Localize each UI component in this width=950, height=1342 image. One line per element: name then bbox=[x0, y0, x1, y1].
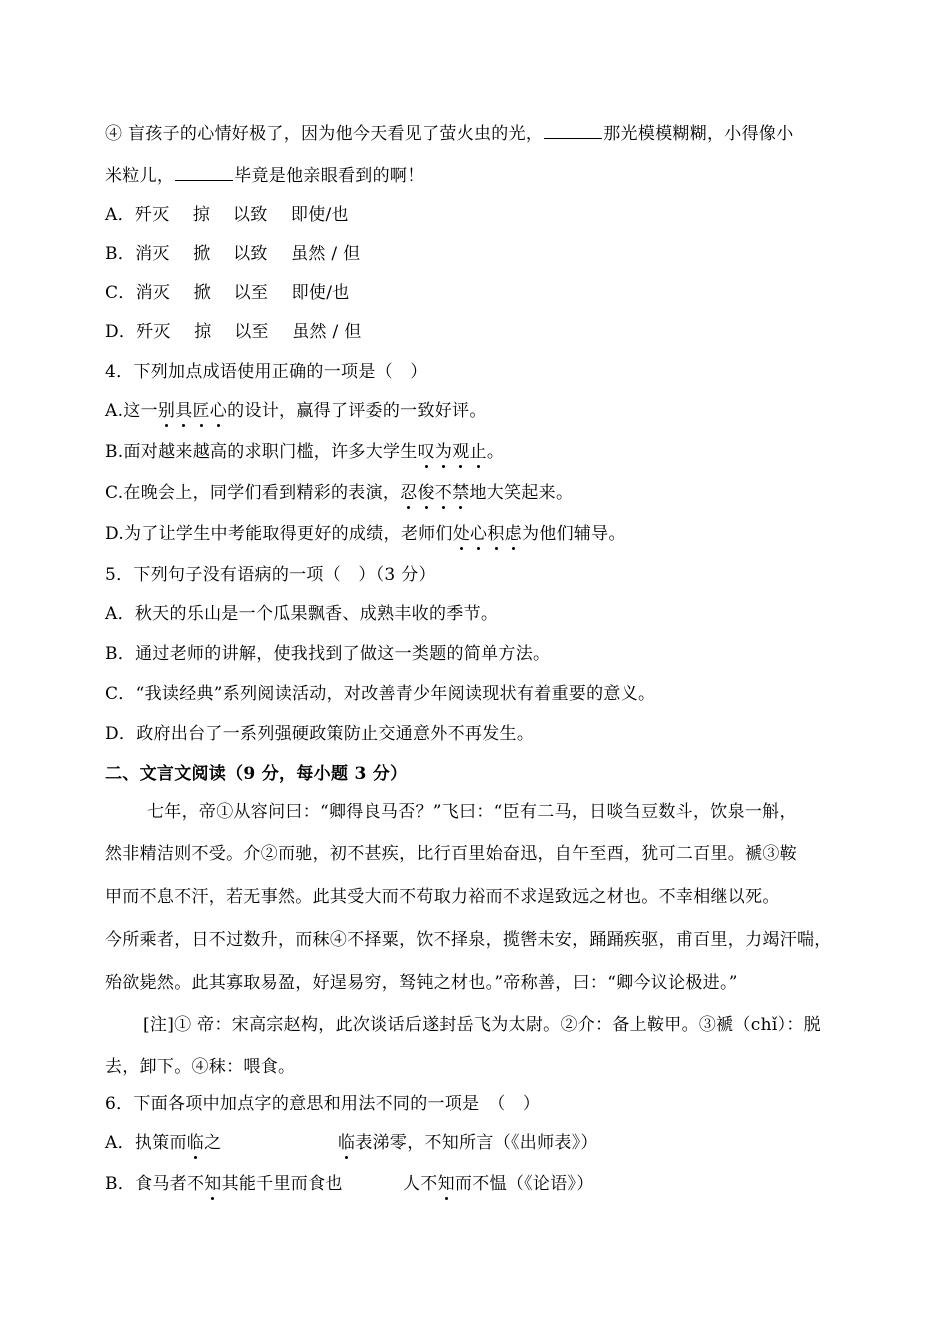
dotted-char: 止 bbox=[469, 442, 487, 462]
option-word-2: 掠 bbox=[194, 322, 212, 342]
option-word-3: 以致 bbox=[232, 205, 268, 225]
option-letter: B． bbox=[105, 244, 136, 264]
dotted-char: 禁 bbox=[452, 483, 470, 503]
dotted-char: 别 bbox=[157, 401, 176, 421]
q3-option-d[interactable] bbox=[105, 320, 362, 344]
q3-item4-text-b: 那光模模糊糊，小得像小 bbox=[603, 124, 794, 144]
option-text: A.这一 bbox=[105, 401, 158, 421]
option-text: 之 bbox=[204, 1133, 222, 1153]
option-word-3: 以至 bbox=[234, 322, 269, 342]
option-text: D.为了让学生中考能取得更好的成绩，老师们 bbox=[105, 524, 453, 544]
passage-line-4: 今所乘者，日不过数升，而秣④不择粟，饮不择泉，揽辔未安，踊踊疾驱，甫百里，力竭汗喘， bbox=[105, 930, 832, 950]
q4-option-c[interactable] bbox=[105, 481, 573, 505]
q3-option-b[interactable] bbox=[105, 242, 360, 266]
option-letter: A． bbox=[105, 205, 135, 225]
option-text: 。 bbox=[486, 442, 505, 462]
passage-line-3: 甲而不息不汗，若无事然。此其受大而不苟取力裕而不求逞致远之材也。不幸相继以死。 bbox=[105, 887, 780, 907]
dotted-char: 不 bbox=[434, 483, 453, 503]
option-word-2: 掀 bbox=[193, 244, 211, 264]
dotted-char: 俊 bbox=[417, 483, 435, 503]
q6-option-b-compare bbox=[403, 1172, 594, 1196]
option-word-1: 消灭 bbox=[135, 244, 170, 264]
dotted-char: 临 bbox=[186, 1133, 205, 1153]
q3-item4-text-a: ④ 盲孩子的心情好极了，因为他今天看见了萤火虫的光， bbox=[105, 124, 544, 144]
q5-stem: 5．下列句子没有语病的一项（ ）（3 分） bbox=[105, 565, 436, 585]
q4-option-d[interactable] bbox=[105, 522, 626, 546]
option-word-3: 以致 bbox=[233, 244, 268, 264]
q4-option-b[interactable] bbox=[105, 440, 504, 464]
passage-line-1: 七年，帝①从容问曰：“卿得良马否？”飞曰：“臣有二马，日啖刍豆数斗，饮泉一斛， bbox=[147, 802, 797, 822]
fill-blank-2[interactable] bbox=[175, 164, 233, 181]
fill-blank-1[interactable] bbox=[544, 122, 602, 139]
q6-option-b[interactable] bbox=[105, 1172, 343, 1196]
q3-option-a[interactable] bbox=[105, 203, 349, 227]
option-text: A．执策而 bbox=[105, 1133, 187, 1153]
note-line-1: [注]① 帝：宋高宗赵构，此次谈话后遂封岳飞为太尉。②介：备上鞍甲。③褫（chǐ）：脱 bbox=[143, 1015, 821, 1035]
option-word-1: 歼灭 bbox=[136, 322, 171, 342]
passage-line-5: 殆欲毙然。此其寡取易盈，好逞易穷，驽钝之材也。”帝称善，曰：“卿今议论极进。” bbox=[105, 973, 738, 993]
option-text: C.在晚会上，同学们看到精彩的表演， bbox=[105, 483, 401, 503]
dotted-char: 观 bbox=[452, 442, 470, 462]
option-text: B．食马者不 bbox=[105, 1174, 205, 1194]
dotted-char: 知 bbox=[204, 1174, 222, 1194]
dotted-char: 叹 bbox=[417, 442, 435, 462]
option-word-4: 即使/也 bbox=[291, 283, 350, 303]
section-heading: 二、文言文阅读（9 分，每小题 3 分） bbox=[105, 764, 408, 784]
q5-option-b[interactable]: B．通过老师的讲解，使我找到了做这一类题的简单方法。 bbox=[105, 644, 551, 664]
q3-item4-line1 bbox=[105, 122, 794, 146]
dotted-char: 知 bbox=[437, 1174, 455, 1194]
dotted-char: 积 bbox=[487, 524, 505, 544]
q4-option-a[interactable] bbox=[105, 399, 487, 423]
option-word-4: 即使/也 bbox=[290, 205, 349, 225]
option-word-1: 歼灭 bbox=[134, 205, 170, 225]
q6-option-a-compare bbox=[338, 1131, 598, 1155]
option-word-4: 虽然 / 但 bbox=[291, 244, 361, 264]
option-text: B.面对越来越高的求职门槛，许多大学生 bbox=[105, 442, 418, 462]
q3-option-c[interactable] bbox=[105, 281, 350, 305]
note-line-2: 去，卸下。④秣：喂食。 bbox=[105, 1057, 296, 1077]
q3-item4-text-c: 米粒儿， bbox=[105, 166, 175, 186]
option-letter: C． bbox=[105, 283, 136, 303]
dotted-char: 心 bbox=[470, 524, 488, 544]
option-text: 为他们辅导。 bbox=[521, 524, 626, 544]
option-text: 表涕零，不知所言（《出师表》） bbox=[355, 1133, 598, 1153]
dotted-char: 处 bbox=[452, 524, 471, 544]
option-word-4: 虽然 / 但 bbox=[292, 322, 362, 342]
option-word-2: 掠 bbox=[192, 205, 211, 225]
option-text: 而不愠（《论语》） bbox=[454, 1174, 594, 1194]
dotted-char: 具 bbox=[175, 401, 193, 421]
option-text: 其能千里而食也 bbox=[221, 1174, 343, 1194]
option-word-3: 以至 bbox=[233, 283, 269, 303]
q4-stem: 4．下列加点成语使用正确的一项是（ ） bbox=[105, 362, 428, 382]
option-word-1: 消灭 bbox=[135, 283, 171, 303]
option-letter: D． bbox=[105, 322, 137, 342]
option-text: 的设计，赢得了评委的一致好评。 bbox=[227, 401, 487, 421]
passage-line-2: 然非精洁则不受。介②而驰，初不甚疾，比行百里始奋迅，自午至酉，犹可二百里。褫③鞍 bbox=[105, 844, 797, 864]
q3-item4-text-d: 毕竟是他亲眼看到的啊！ bbox=[234, 166, 425, 186]
dotted-char: 心 bbox=[209, 401, 228, 421]
q5-option-c[interactable]: C．“我读经典”系列阅读活动，对改善青少年阅读现状有着重要的意义。 bbox=[105, 684, 656, 704]
q5-option-d[interactable]: D．政府出台了一系列强硬政策防止交通意外不再发生。 bbox=[105, 724, 535, 744]
option-word-2: 掀 bbox=[193, 283, 211, 303]
q6-stem: 6．下面各项中加点字的意思和用法不同的一项是 （ ） bbox=[105, 1094, 541, 1114]
dotted-char: 虑 bbox=[504, 524, 522, 544]
option-text: 地大笑起来。 bbox=[469, 483, 574, 503]
q6-option-a[interactable] bbox=[105, 1131, 221, 1155]
q3-item4-line2 bbox=[105, 164, 425, 188]
dotted-char: 忍 bbox=[400, 483, 418, 503]
dotted-char: 匠 bbox=[192, 401, 210, 421]
q5-option-a[interactable]: A．秋天的乐山是一个瓜果飘香、成熟丰收的季节。 bbox=[105, 604, 499, 624]
option-text: 人不 bbox=[403, 1174, 438, 1194]
dotted-char: 临 bbox=[338, 1133, 356, 1153]
dotted-char: 为 bbox=[434, 442, 453, 462]
